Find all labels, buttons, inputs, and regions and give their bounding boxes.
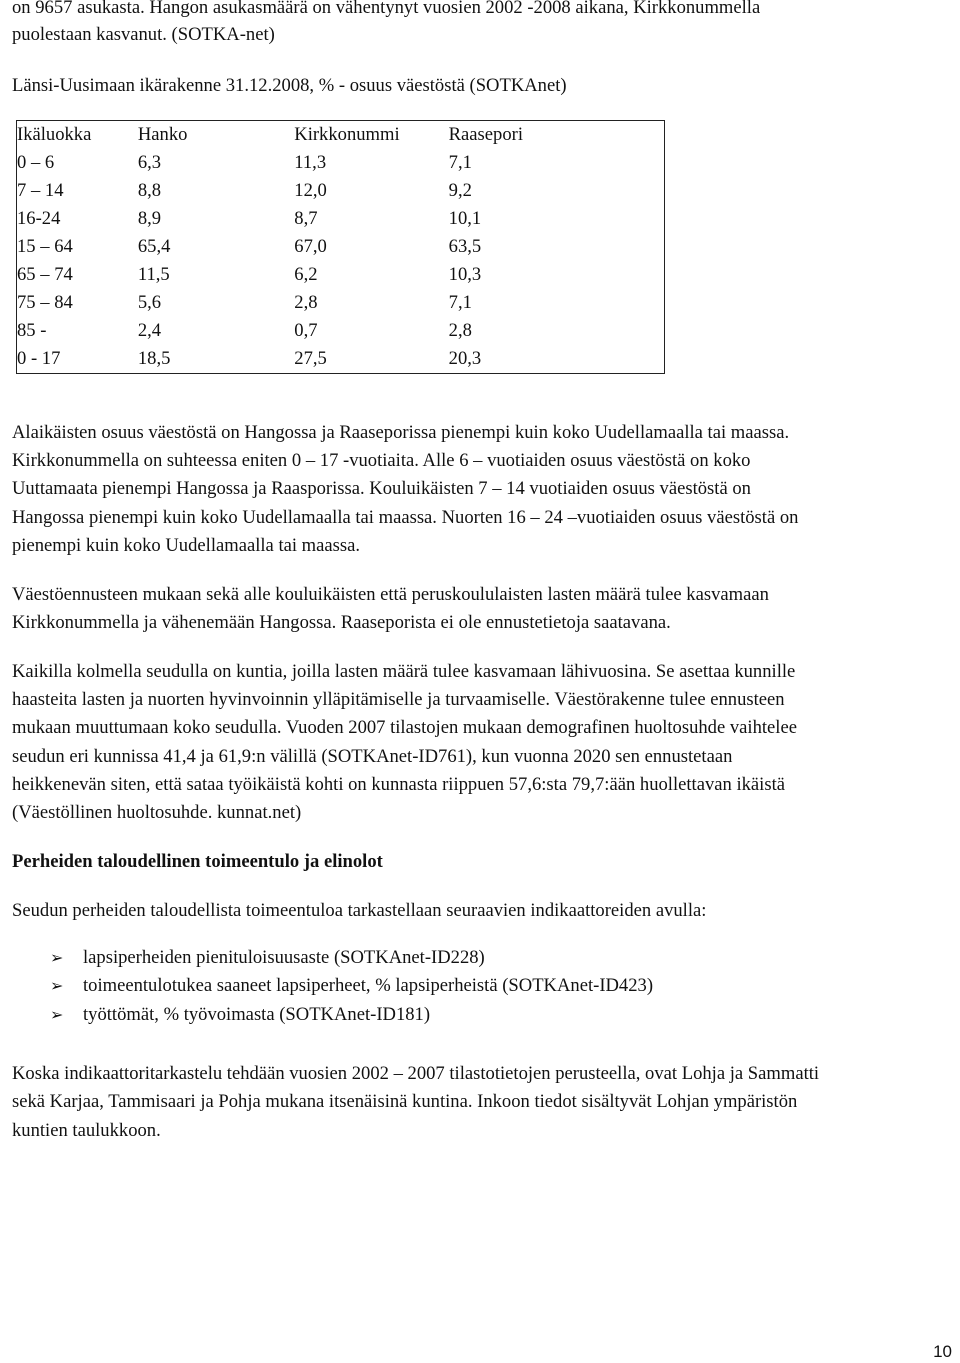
- table-cell: 0 - 17: [17, 348, 61, 369]
- paragraph-line: Hangossa pienempi kuin koko Uudellamaalla tai maassa. Nuorten 16 – 24 –vuotiaiden osuus väestöstä on: [12, 507, 799, 528]
- table-cell: 2,8: [294, 292, 318, 313]
- table-cell: 16-24: [17, 208, 61, 229]
- paragraph-line: Kirkkonummella ja vähenemään Hangossa. Raaseporista ei ole ennustetietoja saatavana.: [12, 612, 671, 633]
- table-cell: 10,3: [448, 264, 482, 285]
- bullet-item: lapsiperheiden pienituloisuusaste (SOTKAnet-ID228): [83, 947, 485, 968]
- table-cell: 0 – 6: [17, 152, 55, 173]
- table-cell: 11,3: [294, 152, 327, 173]
- table-cell: 9,2: [448, 180, 472, 201]
- paragraph-line: Väestöennusteen mukaan sekä alle kouluikäisten että peruskoululaisten lasten määrä tulee kasvamaan: [12, 584, 769, 605]
- table-cell: 27,5: [294, 348, 327, 369]
- table-row: [17, 317, 665, 345]
- table-cell: 2,8: [448, 320, 472, 341]
- table-cell: 10,1: [448, 208, 482, 229]
- table-cell: 75 – 84: [17, 292, 73, 313]
- table-cell: 8,9: [137, 208, 162, 229]
- paragraph-line: seudun eri kunnissa 41,4 ja 61,9:n välillä (SOTKAnet-ID761), kun vuonna 2020 sen ennustetaan: [12, 746, 733, 767]
- paragraph-line: pienempi kuin koko Uudellamaalla tai maassa.: [12, 535, 361, 556]
- page-number: 10: [933, 1342, 952, 1361]
- table-cell: 15 – 64: [17, 236, 73, 257]
- age-structure-table: [16, 120, 665, 374]
- table-cell: 20,3: [448, 348, 482, 369]
- table-row: [17, 177, 665, 205]
- table-cell: 8,8: [137, 180, 162, 201]
- paragraph-line: heikkenevän siten, että sataa työikäistä kohti on kunnasta riippuen 57,6:sta 79,7:ään huollettavan ikäistä: [12, 774, 785, 795]
- table-cell: 0,7: [294, 320, 318, 341]
- table-cell: 2,4: [137, 320, 162, 341]
- section-heading: Perheiden taloudellinen toimeentulo ja elinolot: [12, 851, 383, 872]
- paragraph-line: Koska indikaattoritarkastelu tehdään vuosien 2002 – 2007 tilastotietojen perusteella, ovat Lohja ja Sammatti: [12, 1063, 820, 1084]
- table-cell: 8,7: [294, 208, 318, 229]
- table-cell: 6,3: [137, 152, 162, 173]
- paragraph-line: kuntien taulukkoon.: [12, 1120, 161, 1141]
- header-cell-raasepori: Raasepori: [448, 124, 523, 145]
- table-cell: 7,1: [448, 292, 472, 313]
- table-row: [17, 261, 665, 289]
- table-cell: 18,5: [137, 348, 171, 369]
- paragraph-line: Uuttamaata pienempi Hangossa ja Raasporissa. Kouluikäisten 7 – 14 vuotiaiden osuus väestöstä on: [12, 478, 751, 499]
- table-cell: 12,0: [294, 180, 327, 201]
- table-row: [17, 289, 665, 317]
- table-cell: 6,2: [294, 264, 318, 285]
- intro-line-2: puolestaan kasvanut. (SOTKA-net): [12, 24, 275, 45]
- paragraph-line: (Väestöllinen huoltosuhde. kunnat.net): [12, 802, 302, 823]
- paragraph-line: Seudun perheiden taloudellista toimeentuloa tarkastellaan seuraavien indikaattoreiden avulla:: [12, 900, 707, 921]
- paragraph-line: Kaikilla kolmella seudulla on kuntia, joilla lasten määrä tulee kasvamaan lähivuosina. Se asettaa kunnille: [12, 661, 796, 682]
- table-header-row: [17, 121, 665, 150]
- paragraph-line: haasteita lasten ja nuorten hyvinvoinnin ylläpitämiselle ja turvaamiselle. Väestörakenne tulee ennusteen: [12, 689, 785, 710]
- table-cell: 67,0: [294, 236, 327, 257]
- header-cell-age-group: Ikäluokka: [17, 124, 92, 145]
- intro-line-1: on 9657 asukasta. Hangon asukasmäärä on vähentynyt vuosien 2002 -2008 aikana, Kirkkonummella: [12, 0, 761, 18]
- table-cell: 7 – 14: [17, 180, 64, 201]
- bullet-arrow-icon: ➢: [50, 948, 64, 967]
- table-cell: 63,5: [448, 236, 482, 257]
- paragraph-line: Kirkkonummella on suhteessa eniten 0 – 17 -vuotiaita. Alle 6 – vuotiaiden osuus väestöstä on koko: [12, 450, 751, 471]
- table-row: [17, 149, 665, 177]
- paragraph-line: mukaan muuttumaan koko seudulla. Vuoden 2007 tilastojen mukaan demografinen huoltosuhde vaihtelee: [12, 717, 797, 738]
- header-cell-kirkkonummi: Kirkkonummi: [294, 124, 400, 145]
- bullet-item: työttömät, % työvoimasta (SOTKAnet-ID181): [83, 1004, 431, 1025]
- table-row: [17, 205, 665, 233]
- table-cell: 11,5: [137, 264, 170, 285]
- table-row: [17, 345, 665, 374]
- bullet-arrow-icon: ➢: [50, 1005, 64, 1024]
- table-cell: 65,4: [137, 236, 171, 257]
- paragraph-line: sekä Karjaa, Tammisaari ja Pohja mukana itsenäisinä kuntina. Inkoon tiedot sisältyvät Lohjan ympäristön: [12, 1091, 798, 1112]
- table-cell: 5,6: [137, 292, 162, 313]
- bullet-arrow-icon: ➢: [50, 976, 64, 995]
- header-cell-hanko: Hanko: [137, 124, 188, 145]
- paragraph-line: Alaikäisten osuus väestöstä on Hangossa ja Raaseporissa pienempi kuin koko Uudellamaalla tai maassa.: [12, 422, 790, 443]
- table-row: [17, 233, 665, 261]
- table-cell: 85 -: [17, 320, 47, 341]
- table-cell: 7,1: [448, 152, 472, 173]
- bullet-item: toimeentulotukea saaneet lapsiperheet, % lapsiperheistä (SOTKAnet-ID423): [83, 975, 654, 996]
- table-caption: Länsi-Uusimaan ikärakenne 31.12.2008, % - osuus väestöstä (SOTKAnet): [12, 75, 567, 96]
- table-cell: 65 – 74: [17, 264, 73, 285]
